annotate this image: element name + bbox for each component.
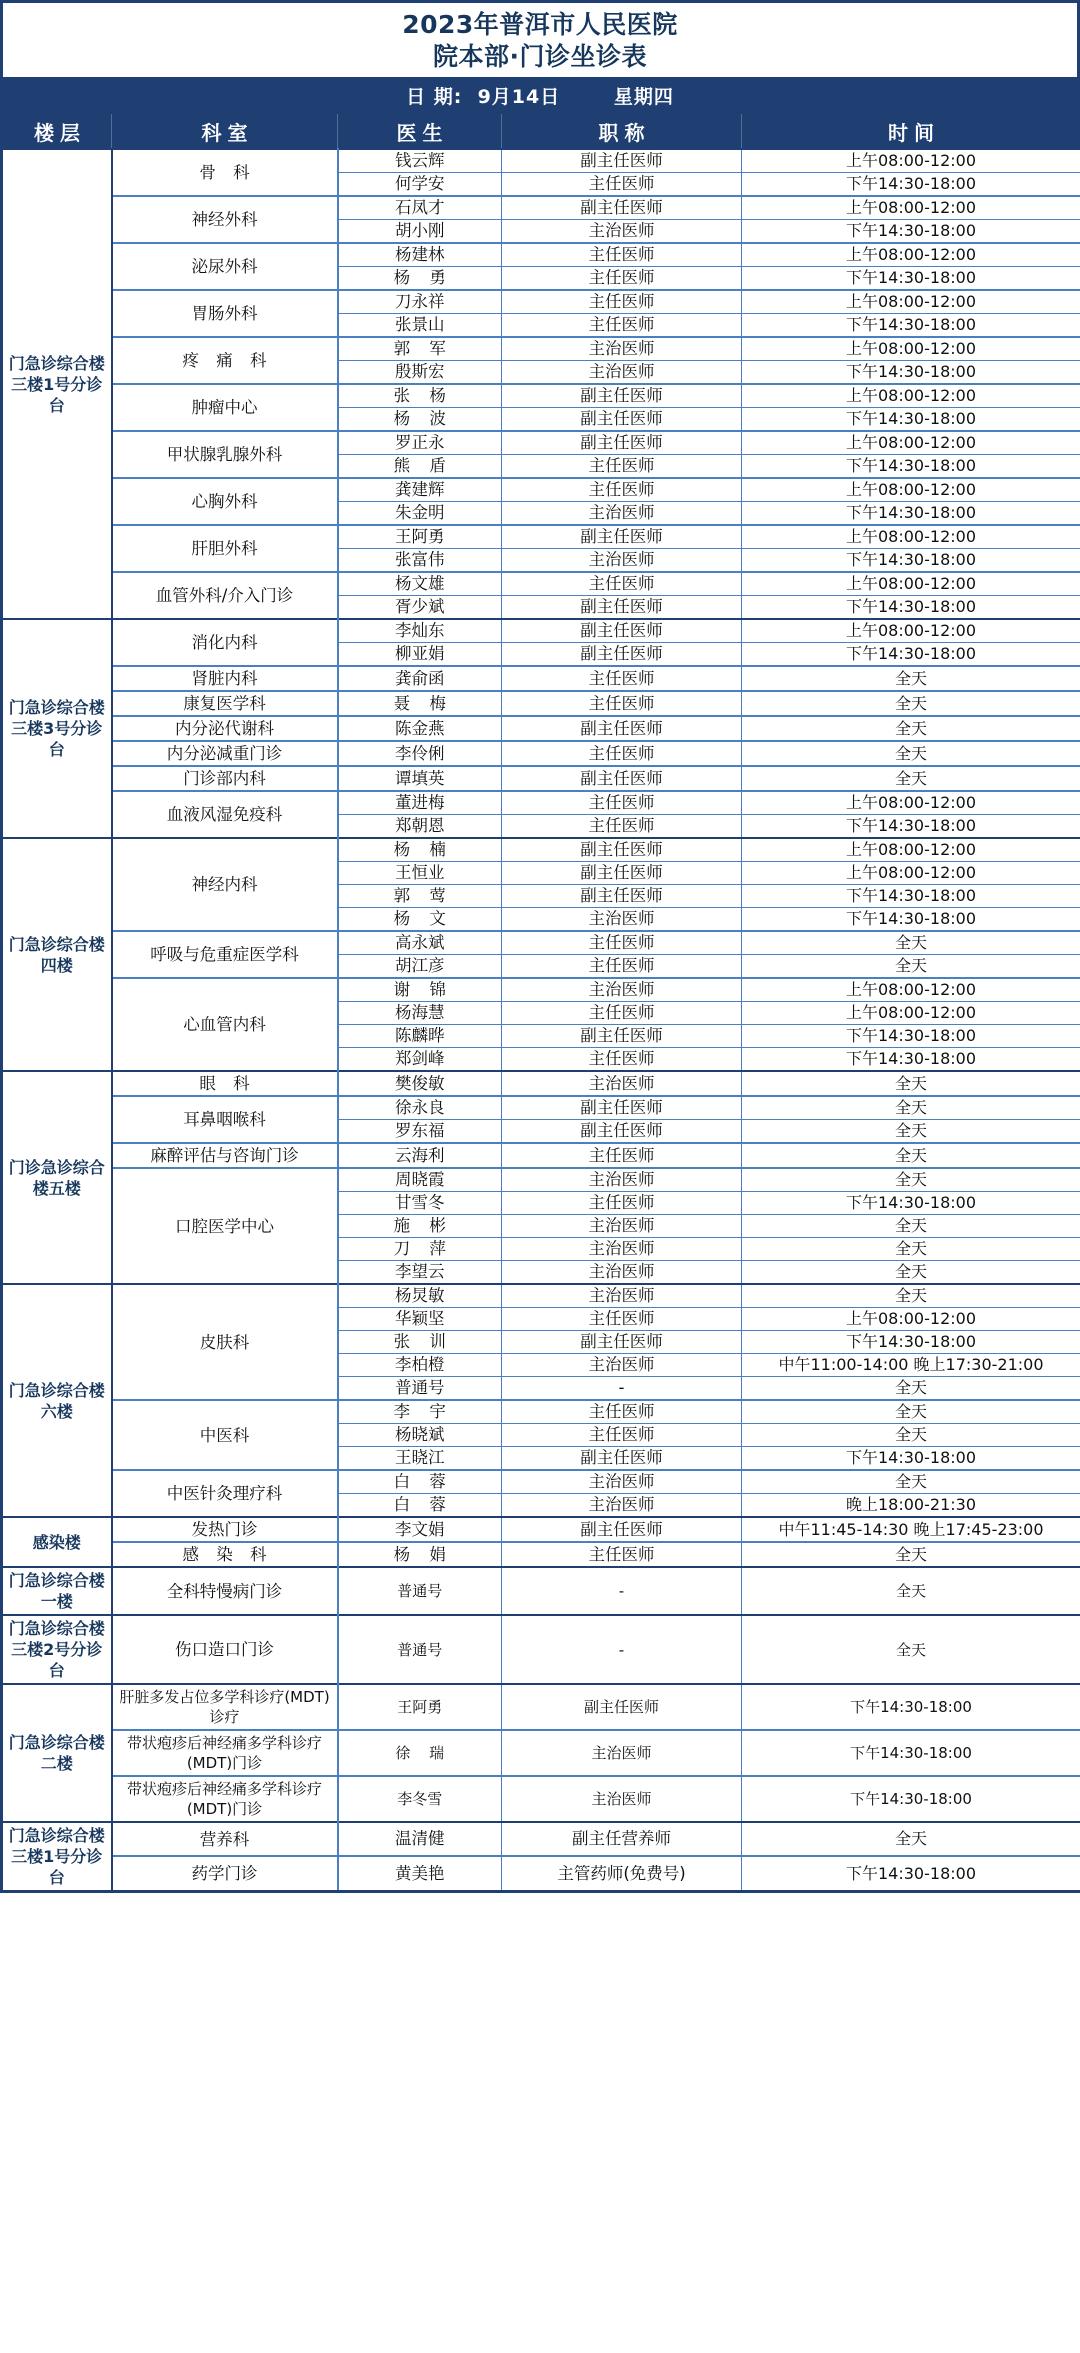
department-cell: 皮肤科 (112, 1284, 338, 1400)
doctor-name-cell: 徐 瑞 (338, 1730, 502, 1776)
doctor-name-cell: 郭 莺 (338, 885, 502, 908)
department-cell: 带状疱疹后神经痛多学科诊疗(MDT)门诊 (112, 1730, 338, 1776)
doctor-name-cell: 高永斌 (338, 931, 502, 955)
schedule-time-cell: 全天 (742, 1377, 1080, 1401)
doctor-rank-cell: 副主任医师 (502, 431, 742, 455)
table-row (2, 1567, 1080, 1615)
doctor-rank-cell: 主治医师 (502, 549, 742, 573)
schedule-time-cell: 下午14:30-18:00 (742, 361, 1080, 385)
doctor-rank-cell: 副主任医师 (502, 384, 742, 408)
doctor-name-cell: 华颖坚 (338, 1308, 502, 1331)
department-cell: 血管外科/介入门诊 (112, 572, 338, 619)
schedule-time-cell: 全天 (742, 1424, 1080, 1447)
table-row (2, 243, 1080, 267)
schedule-time-cell: 全天 (742, 716, 1080, 741)
table-row (2, 716, 1080, 741)
department-cell: 神经外科 (112, 196, 338, 243)
schedule-time-cell: 下午14:30-18:00 (742, 1856, 1080, 1891)
table-row (2, 1470, 1080, 1494)
schedule-time-cell: 全天 (742, 741, 1080, 766)
schedule-time-cell: 全天 (742, 766, 1080, 791)
doctor-name-cell: 何学安 (338, 173, 502, 197)
doctor-name-cell: 白 蓉 (338, 1470, 502, 1494)
doctor-name-cell: 郭 军 (338, 337, 502, 361)
doctor-rank-cell: 主治医师 (502, 220, 742, 244)
table-row (2, 478, 1080, 502)
schedule-time-cell: 全天 (742, 1096, 1080, 1120)
doctor-name-cell: 李望云 (338, 1261, 502, 1285)
doctor-name-cell: 胡江彦 (338, 955, 502, 979)
date-label: 日 期: (406, 86, 463, 108)
doctor-rank-cell: 副主任医师 (502, 838, 742, 862)
doctor-name-cell: 龚建辉 (338, 478, 502, 502)
table-row (2, 337, 1080, 361)
department-cell: 内分泌代谢科 (112, 716, 338, 741)
department-cell: 内分泌减重门诊 (112, 741, 338, 766)
doctor-rank-cell: 副主任医师 (502, 885, 742, 908)
department-cell: 眼 科 (112, 1071, 338, 1096)
schedule-time-cell: 上午08:00-12:00 (742, 572, 1080, 596)
table-row (2, 572, 1080, 596)
schedule-time-cell: 全天 (742, 1238, 1080, 1261)
doctor-rank-cell: 主治医师 (502, 1354, 742, 1377)
table-row (2, 1822, 1080, 1856)
doctor-rank-cell: 主任医师 (502, 1192, 742, 1215)
department-cell: 肿瘤中心 (112, 384, 338, 431)
doctor-name-cell: 王恒业 (338, 862, 502, 885)
doctor-rank-cell: - (502, 1377, 742, 1401)
department-cell: 口腔医学中心 (112, 1168, 338, 1284)
doctor-name-cell: 云海利 (338, 1143, 502, 1168)
table-body (2, 149, 1080, 1892)
doctor-rank-cell: 主治医师 (502, 1238, 742, 1261)
doctor-rank-cell: 主治医师 (502, 1261, 742, 1285)
table-row (2, 1776, 1080, 1822)
doctor-name-cell: 王阿勇 (338, 525, 502, 549)
col-header-floor: 楼层 (2, 114, 112, 149)
col-header-doctor: 医生 (338, 114, 502, 149)
doctor-name-cell: 罗正永 (338, 431, 502, 455)
table-row (2, 196, 1080, 220)
table-row (2, 666, 1080, 691)
table-row (2, 1517, 1080, 1542)
schedule-time-cell: 全天 (742, 1143, 1080, 1168)
table-row (2, 691, 1080, 716)
department-cell: 神经内科 (112, 838, 338, 931)
department-cell: 发热门诊 (112, 1517, 338, 1542)
doctor-rank-cell: 主治医师 (502, 908, 742, 932)
schedule-time-cell: 上午08:00-12:00 (742, 196, 1080, 220)
table-row (2, 741, 1080, 766)
col-header-time: 时间 (742, 114, 1080, 149)
doctor-rank-cell: 副主任医师 (502, 149, 742, 173)
floor-cell: 门急诊综合楼三楼2号分诊台 (2, 1615, 112, 1684)
doctor-rank-cell: 主任医师 (502, 1542, 742, 1567)
department-cell: 心血管内科 (112, 978, 338, 1071)
schedule-time-cell: 下午14:30-18:00 (742, 1331, 1080, 1354)
doctor-name-cell: 李冬雪 (338, 1776, 502, 1822)
department-cell: 消化内科 (112, 619, 338, 666)
department-cell: 心胸外科 (112, 478, 338, 525)
doctor-name-cell: 杨 波 (338, 408, 502, 432)
schedule-time-cell: 全天 (742, 1542, 1080, 1567)
schedule-time-cell: 中午11:45-14:30 晚上17:45-23:00 (742, 1517, 1080, 1542)
schedule-time-cell: 下午14:30-18:00 (742, 220, 1080, 244)
doctor-rank-cell: 副主任医师 (502, 862, 742, 885)
schedule-time-cell: 上午08:00-12:00 (742, 619, 1080, 643)
doctor-rank-cell: 主任医师 (502, 290, 742, 314)
doctor-rank-cell: 主治医师 (502, 502, 742, 526)
schedule-time-cell: 上午08:00-12:00 (742, 431, 1080, 455)
department-cell: 血液风湿免疫科 (112, 791, 338, 838)
schedule-time-cell: 下午14:30-18:00 (742, 267, 1080, 291)
table-row (2, 978, 1080, 1002)
schedule-time-cell: 晚上18:00-21:30 (742, 1494, 1080, 1518)
table-row (2, 290, 1080, 314)
doctor-name-cell: 石凤才 (338, 196, 502, 220)
schedule-time-cell: 上午08:00-12:00 (742, 862, 1080, 885)
department-cell: 骨 科 (112, 149, 338, 196)
doctor-rank-cell: 副主任医师 (502, 1120, 742, 1144)
table-row (2, 1071, 1080, 1096)
doctor-name-cell: 王晓江 (338, 1447, 502, 1471)
schedule-time-cell: 上午08:00-12:00 (742, 290, 1080, 314)
schedule-time-cell: 下午14:30-18:00 (742, 408, 1080, 432)
schedule-time-cell: 全天 (742, 1615, 1080, 1684)
doctor-rank-cell: 副主任医师 (502, 1331, 742, 1354)
floor-cell: 感染楼 (2, 1517, 112, 1567)
doctor-rank-cell: 主任医师 (502, 691, 742, 716)
doctor-name-cell: 杨 文 (338, 908, 502, 932)
floor-cell: 门急诊综合楼三楼1号分诊台 (2, 149, 112, 619)
doctor-name-cell: 胥少斌 (338, 596, 502, 620)
doctor-rank-cell: 主任医师 (502, 741, 742, 766)
schedule-time-cell: 全天 (742, 955, 1080, 979)
department-cell: 康复医学科 (112, 691, 338, 716)
doctor-rank-cell: 主任医师 (502, 314, 742, 338)
doctor-name-cell: 郑朝恩 (338, 815, 502, 839)
table-row (2, 1684, 1080, 1730)
doctor-rank-cell: 主任医师 (502, 1400, 742, 1424)
doctor-name-cell: 郑剑峰 (338, 1048, 502, 1072)
table-row (2, 619, 1080, 643)
schedule-time-cell: 下午14:30-18:00 (742, 885, 1080, 908)
doctor-name-cell: 温清健 (338, 1822, 502, 1856)
doctor-name-cell: 李伶俐 (338, 741, 502, 766)
doctor-rank-cell: 主任医师 (502, 931, 742, 955)
doctor-rank-cell: 主任医师 (502, 455, 742, 479)
schedule-time-cell: 全天 (742, 1120, 1080, 1144)
doctor-rank-cell: 主任医师 (502, 1424, 742, 1447)
schedule-time-cell: 下午14:30-18:00 (742, 1192, 1080, 1215)
department-cell: 肝脏多发占位多学科诊疗(MDT)诊疗 (112, 1684, 338, 1730)
department-cell: 甲状腺乳腺外科 (112, 431, 338, 478)
date-value: 9月14日 (477, 86, 561, 108)
doctor-name-cell: 普通号 (338, 1377, 502, 1401)
doctor-name-cell: 杨炅敏 (338, 1284, 502, 1308)
doctor-rank-cell: 副主任医师 (502, 1025, 742, 1048)
doctor-name-cell: 陈金燕 (338, 716, 502, 741)
doctor-rank-cell: 主治医师 (502, 337, 742, 361)
schedule-time-cell: 下午14:30-18:00 (742, 1776, 1080, 1822)
floor-cell: 门急诊综合楼三楼1号分诊台 (2, 1822, 112, 1892)
schedule-time-cell: 下午14:30-18:00 (742, 1048, 1080, 1072)
schedule-time-cell: 上午08:00-12:00 (742, 337, 1080, 361)
schedule-time-cell: 全天 (742, 1284, 1080, 1308)
col-header-dept: 科室 (112, 114, 338, 149)
schedule-time-cell: 全天 (742, 931, 1080, 955)
doctor-rank-cell: 副主任医师 (502, 596, 742, 620)
doctor-name-cell: 李灿东 (338, 619, 502, 643)
schedule-time-cell: 上午08:00-12:00 (742, 243, 1080, 267)
schedule-time-cell: 上午08:00-12:00 (742, 525, 1080, 549)
department-cell: 药学门诊 (112, 1856, 338, 1891)
schedule-time-cell: 下午14:30-18:00 (742, 314, 1080, 338)
table-row (2, 149, 1080, 173)
doctor-rank-cell: 主治医师 (502, 1071, 742, 1096)
doctor-rank-cell: 副主任医师 (502, 716, 742, 741)
table-row (2, 1856, 1080, 1891)
schedule-time-cell: 下午14:30-18:00 (742, 815, 1080, 839)
schedule-time-cell: 全天 (742, 1261, 1080, 1285)
schedule-time-cell: 上午08:00-12:00 (742, 1308, 1080, 1331)
doctor-name-cell: 胡小刚 (338, 220, 502, 244)
doctor-name-cell: 王阿勇 (338, 1684, 502, 1730)
doctor-rank-cell: 主治医师 (502, 1215, 742, 1238)
table-row (2, 1096, 1080, 1120)
schedule-time-cell: 上午08:00-12:00 (742, 978, 1080, 1002)
doctor-name-cell: 杨晓斌 (338, 1424, 502, 1447)
doctor-name-cell: 杨文雄 (338, 572, 502, 596)
doctor-rank-cell: 主任医师 (502, 1048, 742, 1072)
table-row (2, 384, 1080, 408)
department-cell: 感 染 科 (112, 1542, 338, 1567)
schedule-time-cell: 全天 (742, 1168, 1080, 1192)
schedule-time-cell: 下午14:30-18:00 (742, 908, 1080, 932)
schedule-time-cell: 下午14:30-18:00 (742, 1730, 1080, 1776)
doctor-rank-cell: 主治医师 (502, 1776, 742, 1822)
doctor-rank-cell: - (502, 1567, 742, 1615)
department-cell: 肝胆外科 (112, 525, 338, 572)
schedule-table (0, 114, 1080, 1893)
schedule-time-cell: 下午14:30-18:00 (742, 1684, 1080, 1730)
doctor-rank-cell: 主任医师 (502, 243, 742, 267)
floor-cell: 门急诊综合楼二楼 (2, 1684, 112, 1822)
floor-cell: 门急诊综合楼一楼 (2, 1567, 112, 1615)
doctor-rank-cell: 主任医师 (502, 1308, 742, 1331)
schedule-time-cell: 全天 (742, 1470, 1080, 1494)
department-cell: 中医科 (112, 1400, 338, 1470)
department-cell: 中医针灸理疗科 (112, 1470, 338, 1517)
doctor-rank-cell: 副主任医师 (502, 1517, 742, 1542)
doctor-name-cell: 张 训 (338, 1331, 502, 1354)
doctor-name-cell: 黄美艳 (338, 1856, 502, 1891)
table-row (2, 838, 1080, 862)
table-row (2, 431, 1080, 455)
doctor-rank-cell: 主治医师 (502, 1168, 742, 1192)
table-row (2, 1284, 1080, 1308)
doctor-name-cell: 殷斯宏 (338, 361, 502, 385)
doctor-name-cell: 周晓霞 (338, 1168, 502, 1192)
schedule-time-cell: 下午14:30-18:00 (742, 502, 1080, 526)
doctor-name-cell: 杨 娟 (338, 1542, 502, 1567)
table-row (2, 1542, 1080, 1567)
doctor-rank-cell: 主任医师 (502, 955, 742, 979)
department-cell: 耳鼻咽喉科 (112, 1096, 338, 1143)
doctor-name-cell: 刀 萍 (338, 1238, 502, 1261)
table-row (2, 766, 1080, 791)
doctor-name-cell: 普通号 (338, 1615, 502, 1684)
schedule-time-cell: 全天 (742, 1071, 1080, 1096)
schedule-time-cell: 上午08:00-12:00 (742, 149, 1080, 173)
table-row (2, 791, 1080, 815)
doctor-rank-cell: 副主任营养师 (502, 1822, 742, 1856)
department-cell: 伤口造口门诊 (112, 1615, 338, 1684)
schedule-time-cell: 下午14:30-18:00 (742, 643, 1080, 667)
table-row (2, 1615, 1080, 1684)
schedule-time-cell: 上午08:00-12:00 (742, 838, 1080, 862)
doctor-name-cell: 熊 盾 (338, 455, 502, 479)
title-block (0, 0, 1080, 77)
doctor-rank-cell: 副主任医师 (502, 525, 742, 549)
table-row (2, 1143, 1080, 1168)
schedule-time-cell: 全天 (742, 1215, 1080, 1238)
doctor-name-cell: 罗东福 (338, 1120, 502, 1144)
doctor-name-cell: 杨 勇 (338, 267, 502, 291)
doctor-name-cell: 杨海慧 (338, 1002, 502, 1025)
department-cell: 全科特慢病门诊 (112, 1567, 338, 1615)
doctor-rank-cell: - (502, 1615, 742, 1684)
table-row (2, 1400, 1080, 1424)
doctor-rank-cell: 主治医师 (502, 1730, 742, 1776)
doctor-rank-cell: 主治医师 (502, 978, 742, 1002)
doctor-rank-cell: 主任医师 (502, 478, 742, 502)
department-cell: 门诊部内科 (112, 766, 338, 791)
floor-cell: 门急诊综合楼六楼 (2, 1284, 112, 1517)
doctor-rank-cell: 副主任医师 (502, 408, 742, 432)
doctor-name-cell: 甘雪冬 (338, 1192, 502, 1215)
weekday-value: 星期四 (613, 86, 674, 108)
doctor-name-cell: 张富伟 (338, 549, 502, 573)
schedule-time-cell: 下午14:30-18:00 (742, 1025, 1080, 1048)
schedule-time-cell: 中午11:00-14:00 晚上17:30-21:00 (742, 1354, 1080, 1377)
doctor-name-cell: 陈麟晔 (338, 1025, 502, 1048)
department-cell: 疼 痛 科 (112, 337, 338, 384)
doctor-rank-cell: 副主任医师 (502, 643, 742, 667)
doctor-rank-cell: 主任医师 (502, 173, 742, 197)
doctor-rank-cell: 主任医师 (502, 1143, 742, 1168)
doctor-rank-cell: 主任医师 (502, 791, 742, 815)
doctor-rank-cell: 主治医师 (502, 1470, 742, 1494)
doctor-name-cell: 谢 锦 (338, 978, 502, 1002)
doctor-name-cell: 徐永良 (338, 1096, 502, 1120)
doctor-name-cell: 张 杨 (338, 384, 502, 408)
table-row (2, 1730, 1080, 1776)
doctor-rank-cell: 主任医师 (502, 572, 742, 596)
schedule-time-cell: 上午08:00-12:00 (742, 478, 1080, 502)
department-cell: 带状疱疹后神经痛多学科诊疗(MDT)门诊 (112, 1776, 338, 1822)
doctor-rank-cell: 副主任医师 (502, 619, 742, 643)
doctor-rank-cell: 副主任医师 (502, 766, 742, 791)
schedule-time-cell: 上午08:00-12:00 (742, 384, 1080, 408)
doctor-name-cell: 聂 梅 (338, 691, 502, 716)
doctor-name-cell: 柳亚娟 (338, 643, 502, 667)
schedule-time-cell: 下午14:30-18:00 (742, 173, 1080, 197)
schedule-time-cell: 下午14:30-18:00 (742, 1447, 1080, 1471)
doctor-rank-cell: 主任医师 (502, 1002, 742, 1025)
floor-cell: 门急诊综合楼四楼 (2, 838, 112, 1071)
floor-cell: 门急诊综合楼三楼3号分诊台 (2, 619, 112, 838)
doctor-name-cell: 杨建林 (338, 243, 502, 267)
doctor-rank-cell: 副主任医师 (502, 1096, 742, 1120)
page-title-line1: 2023年普洱市人民医院 (402, 10, 678, 39)
doctor-name-cell: 张景山 (338, 314, 502, 338)
doctor-name-cell: 施 彬 (338, 1215, 502, 1238)
doctor-name-cell: 钱云辉 (338, 149, 502, 173)
doctor-name-cell: 杨 楠 (338, 838, 502, 862)
doctor-name-cell: 李 宇 (338, 1400, 502, 1424)
table-row (2, 931, 1080, 955)
schedule-time-cell: 上午08:00-12:00 (742, 1002, 1080, 1025)
floor-cell: 门诊急诊综合楼五楼 (2, 1071, 112, 1284)
department-cell: 泌尿外科 (112, 243, 338, 290)
doctor-name-cell: 李文娟 (338, 1517, 502, 1542)
table-header-row (2, 114, 1080, 149)
schedule-time-cell: 下午14:30-18:00 (742, 596, 1080, 620)
date-bar (0, 77, 1080, 114)
doctor-rank-cell: 主任医师 (502, 815, 742, 839)
doctor-rank-cell: 主治医师 (502, 1494, 742, 1518)
page-title-line2: 院本部·门诊坐诊表 (433, 42, 647, 71)
doctor-name-cell: 普通号 (338, 1567, 502, 1615)
doctor-name-cell: 龚俞函 (338, 666, 502, 691)
col-header-rank: 职称 (502, 114, 742, 149)
department-cell: 麻醉评估与咨询门诊 (112, 1143, 338, 1168)
doctor-name-cell: 李柏橙 (338, 1354, 502, 1377)
doctor-rank-cell: 主治医师 (502, 361, 742, 385)
table-row (2, 1168, 1080, 1192)
schedule-time-cell: 全天 (742, 1567, 1080, 1615)
doctor-name-cell: 谭填英 (338, 766, 502, 791)
schedule-time-cell: 下午14:30-18:00 (742, 549, 1080, 573)
schedule-time-cell: 下午14:30-18:00 (742, 455, 1080, 479)
schedule-time-cell: 全天 (742, 1822, 1080, 1856)
doctor-name-cell: 白 蓉 (338, 1494, 502, 1518)
doctor-name-cell: 樊俊敏 (338, 1071, 502, 1096)
doctor-rank-cell: 副主任医师 (502, 1684, 742, 1730)
schedule-time-cell: 全天 (742, 691, 1080, 716)
table-row (2, 525, 1080, 549)
department-cell: 肾脏内科 (112, 666, 338, 691)
department-cell: 营养科 (112, 1822, 338, 1856)
schedule-time-cell: 全天 (742, 1400, 1080, 1424)
schedule-time-cell: 上午08:00-12:00 (742, 791, 1080, 815)
doctor-rank-cell: 主治医师 (502, 1284, 742, 1308)
department-cell: 呼吸与危重症医学科 (112, 931, 338, 978)
doctor-rank-cell: 主任医师 (502, 666, 742, 691)
doctor-rank-cell: 副主任医师 (502, 1447, 742, 1471)
doctor-rank-cell: 主管药师(免费号) (502, 1856, 742, 1891)
doctor-name-cell: 董进梅 (338, 791, 502, 815)
doctor-name-cell: 刀永祥 (338, 290, 502, 314)
schedule-time-cell: 全天 (742, 666, 1080, 691)
doctor-rank-cell: 副主任医师 (502, 196, 742, 220)
doctor-rank-cell: 主任医师 (502, 267, 742, 291)
department-cell: 胃肠外科 (112, 290, 338, 337)
doctor-name-cell: 朱金明 (338, 502, 502, 526)
